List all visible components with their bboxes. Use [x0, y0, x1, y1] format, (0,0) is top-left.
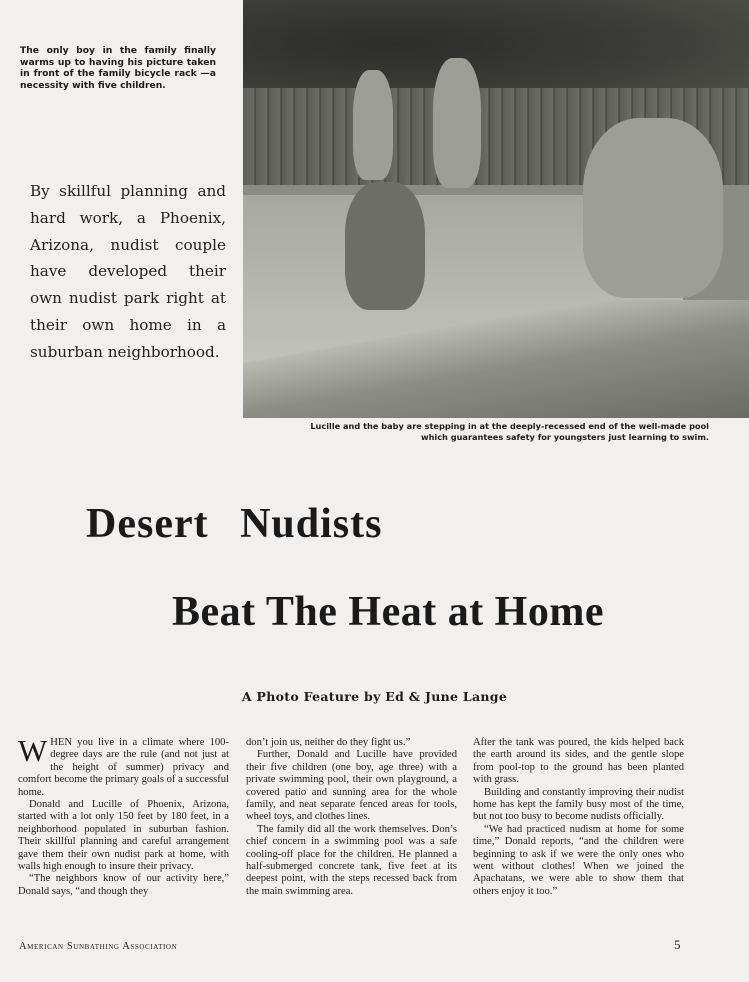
- column-3-paragraph-2: “We had practiced nudism at home for some time,” Donald reports, “and the children were beginning to ask if we were the only ones who went without clothes! When we joined the Apachatans, we were able to show them that others enjoy it too.”: [473, 823, 684, 897]
- column-2-paragraph-2: The family did all the work themselves. Don’s chief concern in a swimming pool was a safe cooling-off place for the children. He planned a half-submerged concrete tank, five feet at its deepest point, with the steps recessed back from the main swimming area.: [246, 823, 457, 897]
- article-column-1: [18, 733, 229, 898]
- headline-line2: Beat The Heat at Home: [172, 589, 604, 635]
- column-2-paragraph-1: Further, Donald and Lucille have provided their five children (one boy, age three) with a private swimming pool, their own playground, a covered patio and sunning area for the whole family, and neat separate fenced areas for tools, wheel toys, and clothes lines.: [246, 749, 457, 823]
- article-column-3: [473, 737, 684, 898]
- byline: A Photo Feature by Ed & June Lange: [241, 689, 508, 704]
- column-3-paragraph-0: After the tank was poured, the kids helped back the earth around its sides, and the gentle slope from pool-top to the ground has been planted with grass.: [473, 737, 684, 786]
- pool-photo: [243, 0, 749, 418]
- intro-paragraph: By skillful planning and hard work, a Phoenix, Arizona, nudist couple have developed their own nudist park right at their own home in a suburban neighborhood.: [30, 182, 226, 361]
- photo-figure-mother: [433, 58, 481, 188]
- drop-cap: W: [18, 733, 48, 768]
- column-1-paragraph-1-text: HEN you live in a climate where 100-degree days are the rule (and not just at the height of summer) privacy and comfort become the primary goals of a successful home.: [18, 737, 229, 798]
- page-number: 5: [674, 937, 681, 952]
- column-1-paragraph-3: “The neighbors know of our activity here,” Donald says, “and though they: [18, 873, 229, 897]
- column-1-paragraph-2: Donald and Lucille of Phoenix, Arizona, started with a lot only 150 feet by 180 feet, in a neighborhood populated in suburban fashion. Their skillful planning and careful arrangement gave them their own nudist park at home, with walls high enough to insure their privacy.: [18, 799, 229, 873]
- headline-line1: Desert Nudists: [86, 501, 383, 547]
- column-3-paragraph-1: Building and constantly improving their nudist home has kept the family busy most of the time, but not too busy to become nudists officially.: [473, 786, 684, 823]
- column-2-paragraph-0: don’t join us, neither do they fight us.”: [246, 737, 411, 748]
- footer-publication: American Sunbathing Association: [19, 941, 178, 952]
- photo-caption-pool: Lucille and the baby are stepping in at the deeply-recessed end of the well-made pool which guarantees safety for youngsters just learning to swim.: [310, 421, 709, 442]
- column-1-paragraph-1: [18, 733, 229, 799]
- photo-figure-child: [353, 70, 393, 180]
- photo-caption-top: The only boy in the family finally warms up to having his picture taken in front of the family bicycle rack —a necessity with five children.: [20, 45, 216, 91]
- article-column-2: [246, 737, 457, 898]
- photo-pool-rim: [243, 300, 749, 418]
- photo-figure-girl-sitting: [583, 118, 723, 298]
- photo-figure-swimmer: [345, 182, 425, 310]
